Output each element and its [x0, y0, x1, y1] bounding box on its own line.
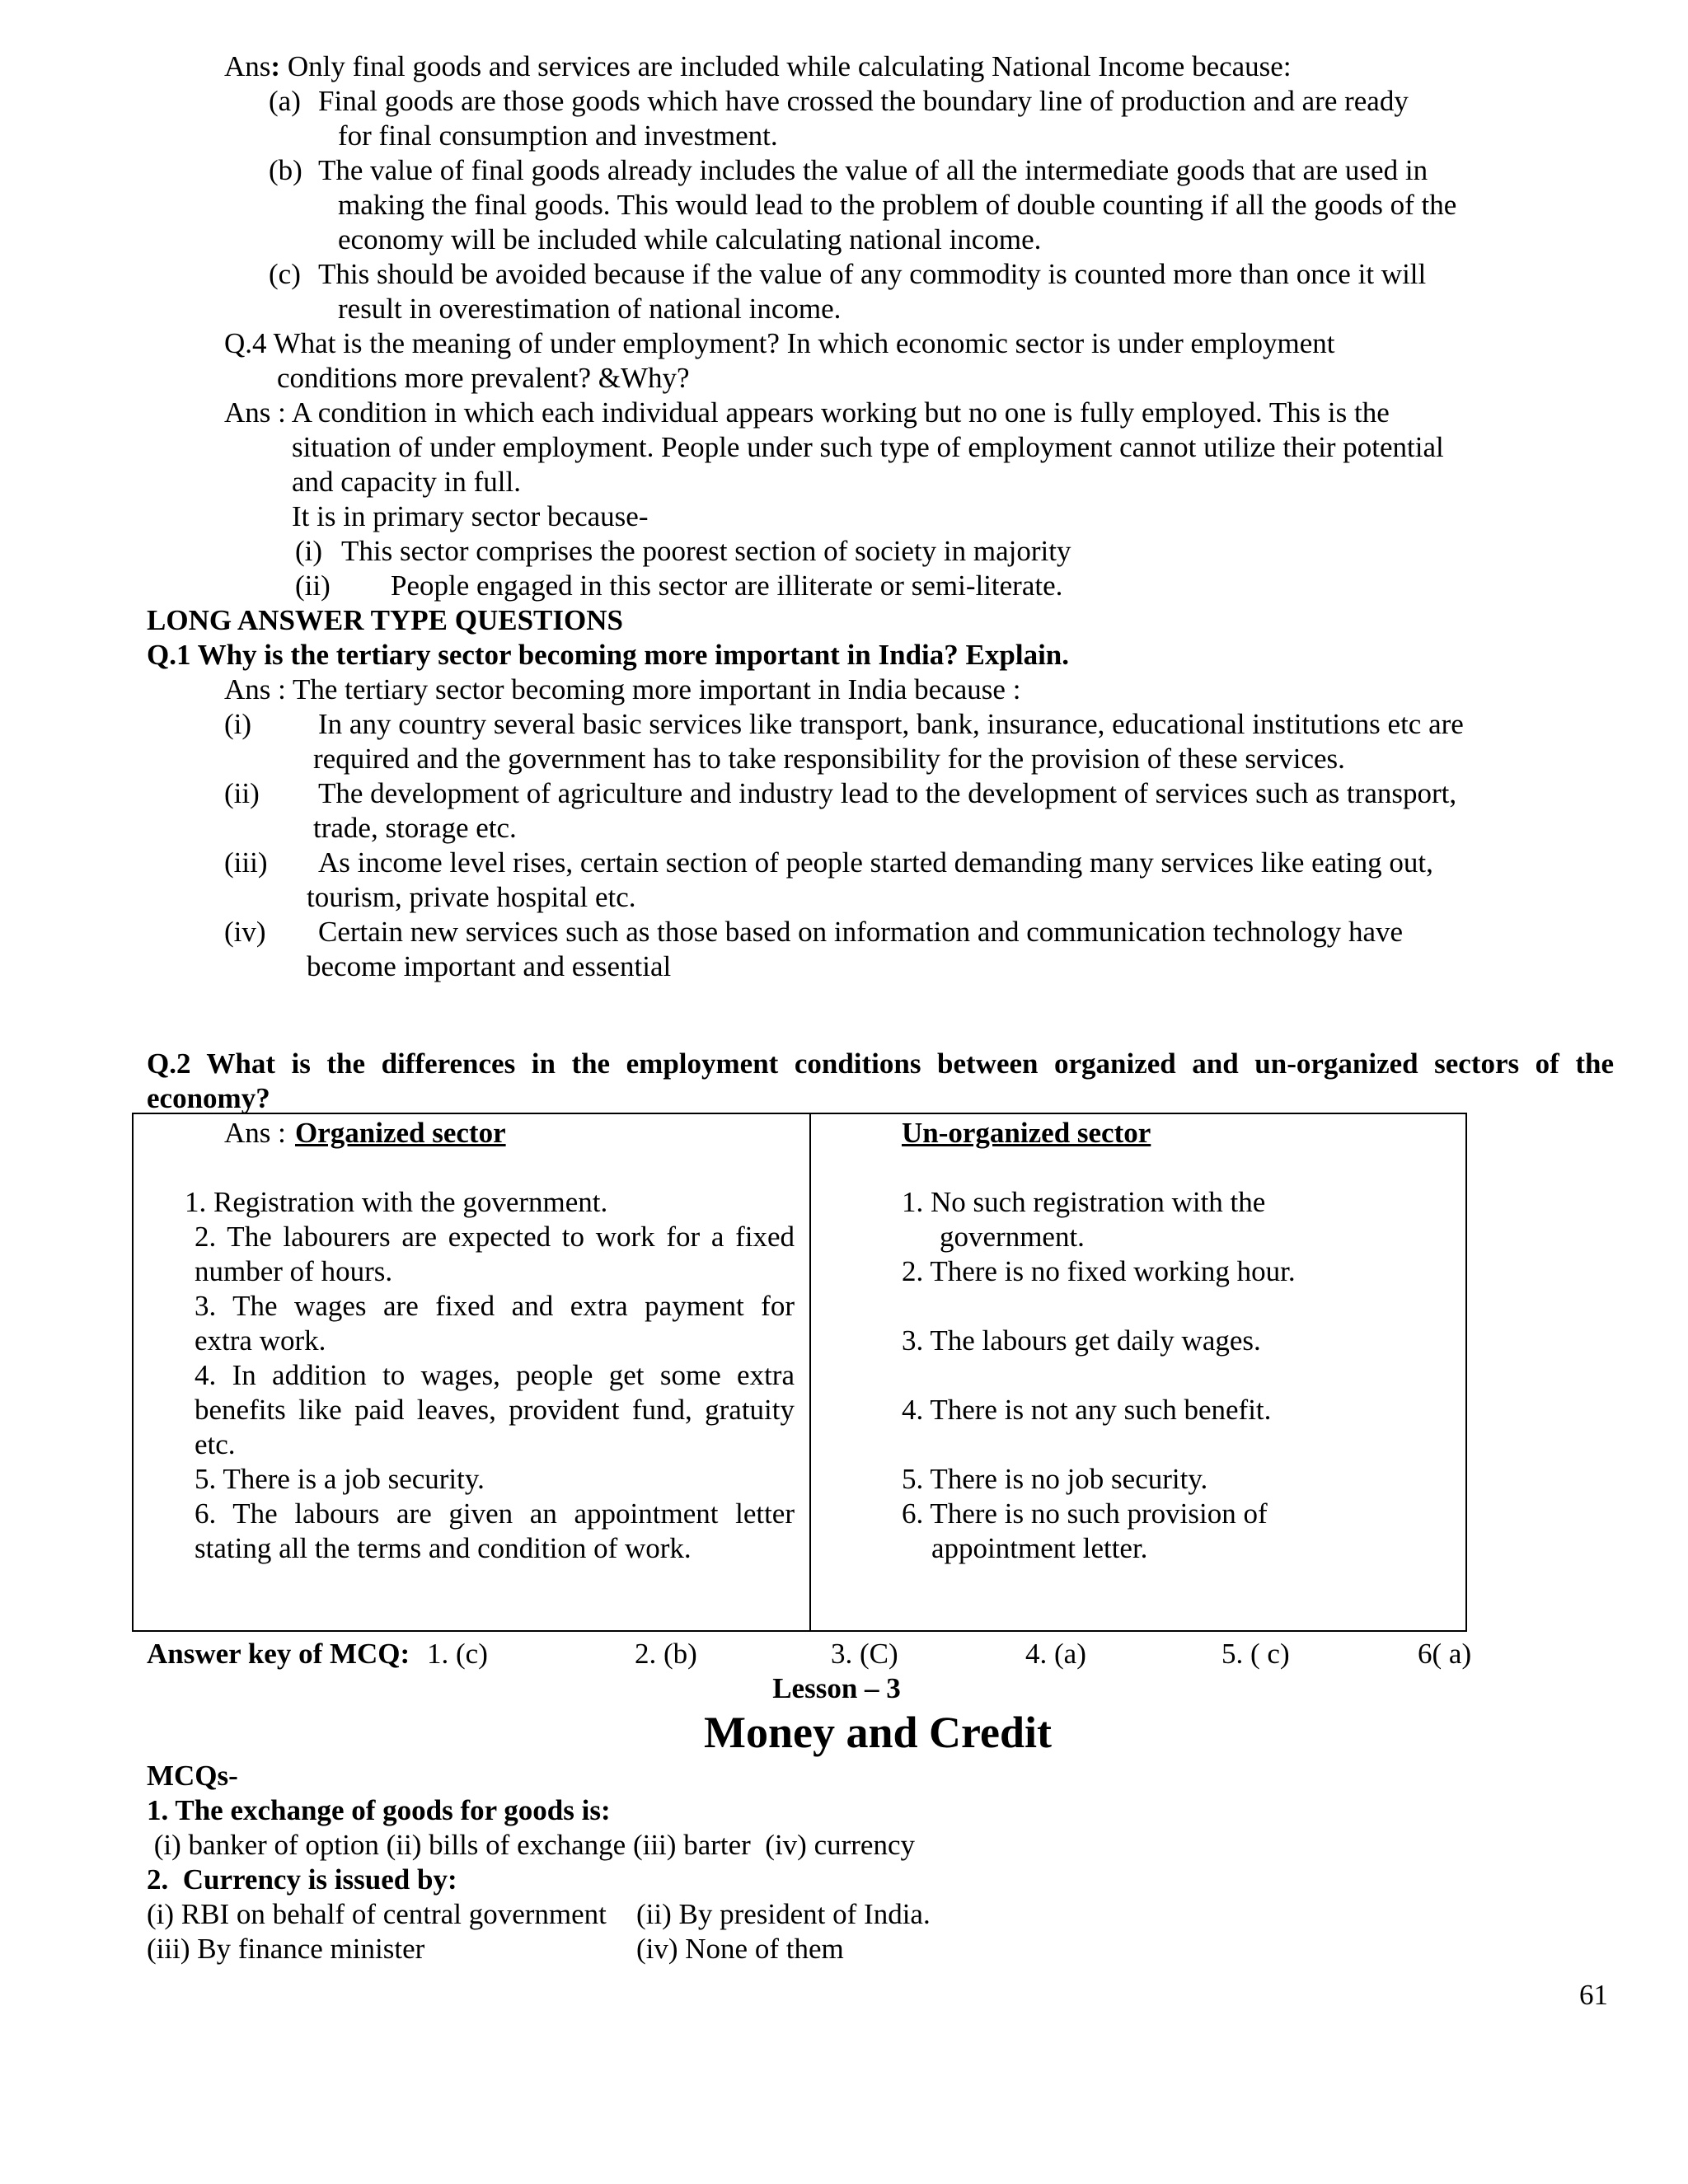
- unorganized-point-2: 2. There is no fixed working hour.: [902, 1255, 1296, 1287]
- q4-answer-line3: and capacity in full.: [292, 466, 521, 498]
- organized-point-3: 3. The wages are fixed and extra payment for: [195, 1290, 795, 1322]
- answer-key-item-3: 3. (C): [831, 1638, 898, 1670]
- q4-question-line2: conditions more prevalent? &Why?: [277, 362, 690, 394]
- unorganized-point-1-cont: government.: [940, 1221, 1085, 1253]
- q4-ii-label: (ii): [295, 569, 331, 602]
- q3-a-line1: Final goods are those goods which have crossed the boundary line of production and are ready: [318, 85, 1409, 117]
- q4-question-line1: Q.4 What is the meaning of under employment? In which economic sector is under employment: [224, 327, 1335, 359]
- organized-point-6-cont: stating all the terms and condition of work.: [195, 1532, 692, 1564]
- unorganized-point-3: 3. The labours get daily wages.: [902, 1324, 1261, 1357]
- unorganized-sector-heading: Un-organized sector: [902, 1117, 1151, 1149]
- chapter-title: Money and Credit: [703, 1708, 1052, 1757]
- organized-point-1: 1. Registration with the government.: [185, 1186, 608, 1218]
- q3-c-label: (c): [269, 258, 301, 290]
- unorganized-point-1: 1. No such registration with the: [902, 1186, 1266, 1218]
- mcq-question-2-option-3: (iii) By finance minister: [147, 1933, 425, 1965]
- lq1-iv-label: (iv): [224, 916, 266, 948]
- q3-b-line1: The value of final goods already includes the value of all the intermediate goods that are used in: [318, 154, 1428, 186]
- q3-b-line3: economy will be included while calculating national income.: [338, 223, 1042, 255]
- lq1-question: Q.1 Why is the tertiary sector becoming more important in India? Explain.: [147, 639, 1070, 671]
- organized-point-2-cont: number of hours.: [195, 1255, 393, 1287]
- mcqs-heading: MCQs-: [147, 1760, 238, 1792]
- lq1-i-line2: required and the government has to take responsibility for the provision of these services.: [313, 743, 1345, 775]
- answer-key-label: Answer key of MCQ:: [147, 1638, 410, 1670]
- organized-point-4: 4. In addition to wages, people get some extra: [195, 1359, 795, 1391]
- lq1-iii-line1: As income level rises, certain section of people started demanding many services like eating out,: [318, 846, 1433, 879]
- q3-c-line2: result in overestimation of national income.: [338, 293, 842, 325]
- lq1-ii-line1: The development of agriculture and industry lead to the development of services such as transport,: [318, 777, 1457, 809]
- lq1-iv-line1: Certain new services such as those based on information and communication technology have: [318, 916, 1404, 948]
- lq1-iii-label: (iii): [224, 846, 268, 879]
- q3-a-label: (a): [269, 85, 301, 117]
- q3-answer-intro: Ans: Only final goods and services are included while calculating National Income because:: [224, 50, 1292, 82]
- q3-b-label: (b): [269, 154, 302, 186]
- q4-i-label: (i): [295, 535, 323, 567]
- page-number: 61: [1579, 1979, 1608, 2011]
- q4-answer-line1: Ans : A condition in which each individual appears working but no one is fully employed. This is the: [224, 396, 1390, 429]
- q3-c-line1: This should be avoided because if the value of any commodity is counted more than once it will: [318, 258, 1427, 290]
- lq1-answer: Ans : The tertiary sector becoming more important in India because :: [224, 673, 1021, 705]
- unorganized-point-4: 4. There is not any such benefit.: [902, 1394, 1272, 1426]
- lq2-question-line1: Q.2 What is the differences in the employment conditions between organized and un-organized sectors of the: [147, 1047, 1614, 1080]
- unorganized-point-5: 5. There is no job security.: [902, 1463, 1208, 1495]
- unorganized-point-6-cont: appointment letter.: [931, 1532, 1148, 1564]
- lq1-i-line1: In any country several basic services like transport, bank, insurance, educational institutions etc are: [318, 708, 1464, 740]
- organized-point-3-cont: extra work.: [195, 1324, 326, 1357]
- q4-i-text: This sector comprises the poorest section of society in majority: [341, 535, 1071, 567]
- mcq-question-2-option-1: (i) RBI on behalf of central government: [147, 1898, 607, 1930]
- organized-point-5: 5. There is a job security.: [195, 1463, 485, 1495]
- q3-b-line2: making the final goods. This would lead to the problem of double counting if all the goods of the: [338, 189, 1457, 221]
- lq1-i-label: (i): [224, 708, 252, 740]
- mcq-question-1-options: (i) banker of option (ii) bills of exchange (iii) barter (iv) currency: [147, 1829, 915, 1861]
- lesson-number: Lesson – 3: [772, 1672, 901, 1704]
- lq1-iv-line2: become important and essential: [307, 950, 672, 982]
- q4-ii-text: People engaged in this sector are illiterate or semi-literate.: [391, 569, 1063, 602]
- q4-answer-line4: It is in primary sector because-: [292, 500, 649, 532]
- answer-key-item-5: 5. ( c): [1221, 1638, 1290, 1670]
- organized-sector-heading: Organized sector: [295, 1117, 506, 1149]
- lq1-iii-line2: tourism, private hospital etc.: [307, 881, 636, 913]
- organized-point-2: 2. The labourers are expected to work for a fixed: [195, 1221, 795, 1253]
- answer-key-item-2: 2. (b): [635, 1638, 697, 1670]
- lq1-ii-label: (ii): [224, 777, 260, 809]
- answer-key-item-6: 6( a): [1418, 1638, 1472, 1670]
- table-ans-prefix: Ans :: [224, 1117, 286, 1149]
- long-answer-heading: LONG ANSWER TYPE QUESTIONS: [147, 604, 623, 636]
- q3-a-line2: for final consumption and investment.: [338, 120, 778, 152]
- table-divider: [809, 1113, 811, 1632]
- lq1-ii-line2: trade, storage etc.: [313, 812, 517, 844]
- answer-key-item-4: 4. (a): [1025, 1638, 1086, 1670]
- lq2-question-line2: economy?: [147, 1082, 270, 1114]
- organized-point-6: 6. The labours are given an appointment letter: [195, 1497, 795, 1530]
- mcq-question-2-option-2: (ii) By president of India.: [636, 1898, 931, 1930]
- q4-answer-line2: situation of under employment. People under such type of employment cannot utilize their potential: [292, 431, 1444, 463]
- mcq-question-2-option-4: (iv) None of them: [636, 1933, 844, 1965]
- organized-point-4-cont: benefits like paid leaves, provident fund, gratuity: [195, 1394, 795, 1426]
- answer-key-item-1: 1. (c): [427, 1638, 488, 1670]
- mcq-question-1: 1. The exchange of goods for goods is:: [147, 1794, 611, 1826]
- mcq-question-2: 2. Currency is issued by:: [147, 1863, 457, 1896]
- unorganized-point-6: 6. There is no such provision of: [902, 1497, 1268, 1530]
- organized-point-4-end: etc.: [195, 1428, 236, 1460]
